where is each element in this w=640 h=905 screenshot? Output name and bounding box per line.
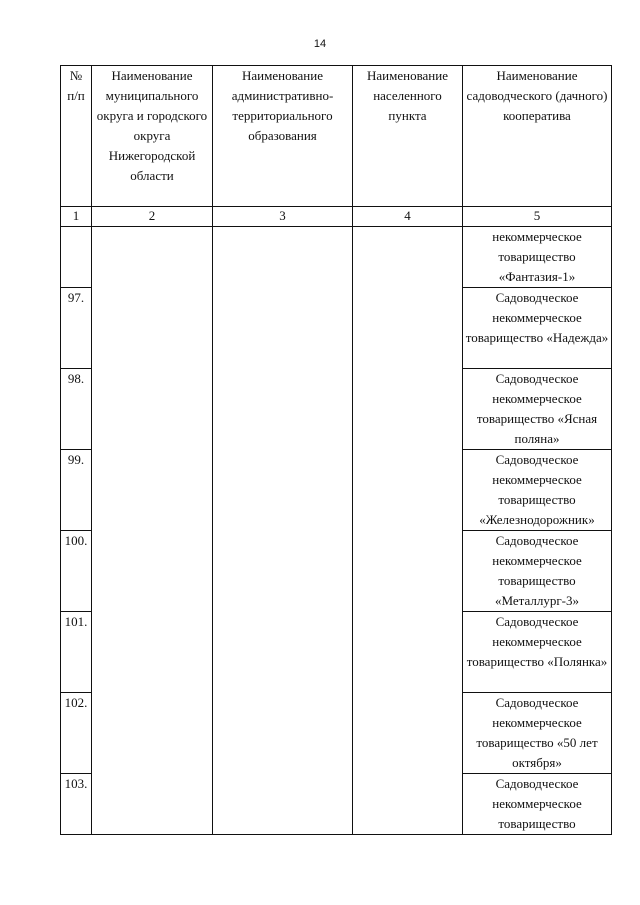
header-municipality: Наименование муниципального округа и городского округа Нижегородской области bbox=[92, 66, 213, 207]
cooperative-name: Садоводческое некоммерческое товарищество bbox=[463, 774, 612, 835]
column-number: 2 bbox=[92, 207, 213, 227]
cooperative-name: Садоводческое некоммерческое товарищество «Железнодорожник» bbox=[463, 450, 612, 531]
cooperative-name: Садоводческое некоммерческое товарищество «50 лет октября» bbox=[463, 693, 612, 774]
header-settlement: Наименование населенного пункта bbox=[353, 66, 463, 207]
row-number: 103. bbox=[61, 774, 92, 835]
row-number: 98. bbox=[61, 369, 92, 450]
cooperative-name: Садоводческое некоммерческое товарищество «Ясная поляна» bbox=[463, 369, 612, 450]
municipality-cell bbox=[92, 227, 213, 835]
cooperative-name: Садоводческое некоммерческое товарищество «Металлург-3» bbox=[463, 531, 612, 612]
row-number: 100. bbox=[61, 531, 92, 612]
header-cooperative: Наименование садоводческого (дачного) кооператива bbox=[463, 66, 612, 207]
row-number: 99. bbox=[61, 450, 92, 531]
table-row bbox=[61, 227, 612, 288]
page-number: 14 bbox=[313, 38, 327, 50]
column-number: 3 bbox=[213, 207, 353, 227]
admin-territory-cell bbox=[213, 227, 353, 835]
cooperative-name: Садоводческое некоммерческое товарищество «Полянка» bbox=[463, 612, 612, 693]
column-number: 1 bbox=[61, 207, 92, 227]
registry-table bbox=[60, 65, 612, 835]
row-number: 97. bbox=[61, 288, 92, 369]
row-number bbox=[61, 227, 92, 288]
row-number: 101. bbox=[61, 612, 92, 693]
cooperative-name: Садоводческое некоммерческое товарищество «Надежда» bbox=[463, 288, 612, 369]
cooperative-name: некоммерческое товарищество «Фантазия-1» bbox=[463, 227, 612, 288]
header-admin-territory: Наименование административно-территориального образования bbox=[213, 66, 353, 207]
column-number: 5 bbox=[463, 207, 612, 227]
settlement-cell bbox=[353, 227, 463, 835]
row-number: 102. bbox=[61, 693, 92, 774]
header-number: № п/п bbox=[61, 66, 92, 207]
table-header-row bbox=[61, 66, 612, 207]
column-number: 4 bbox=[353, 207, 463, 227]
column-number-row bbox=[61, 207, 612, 227]
